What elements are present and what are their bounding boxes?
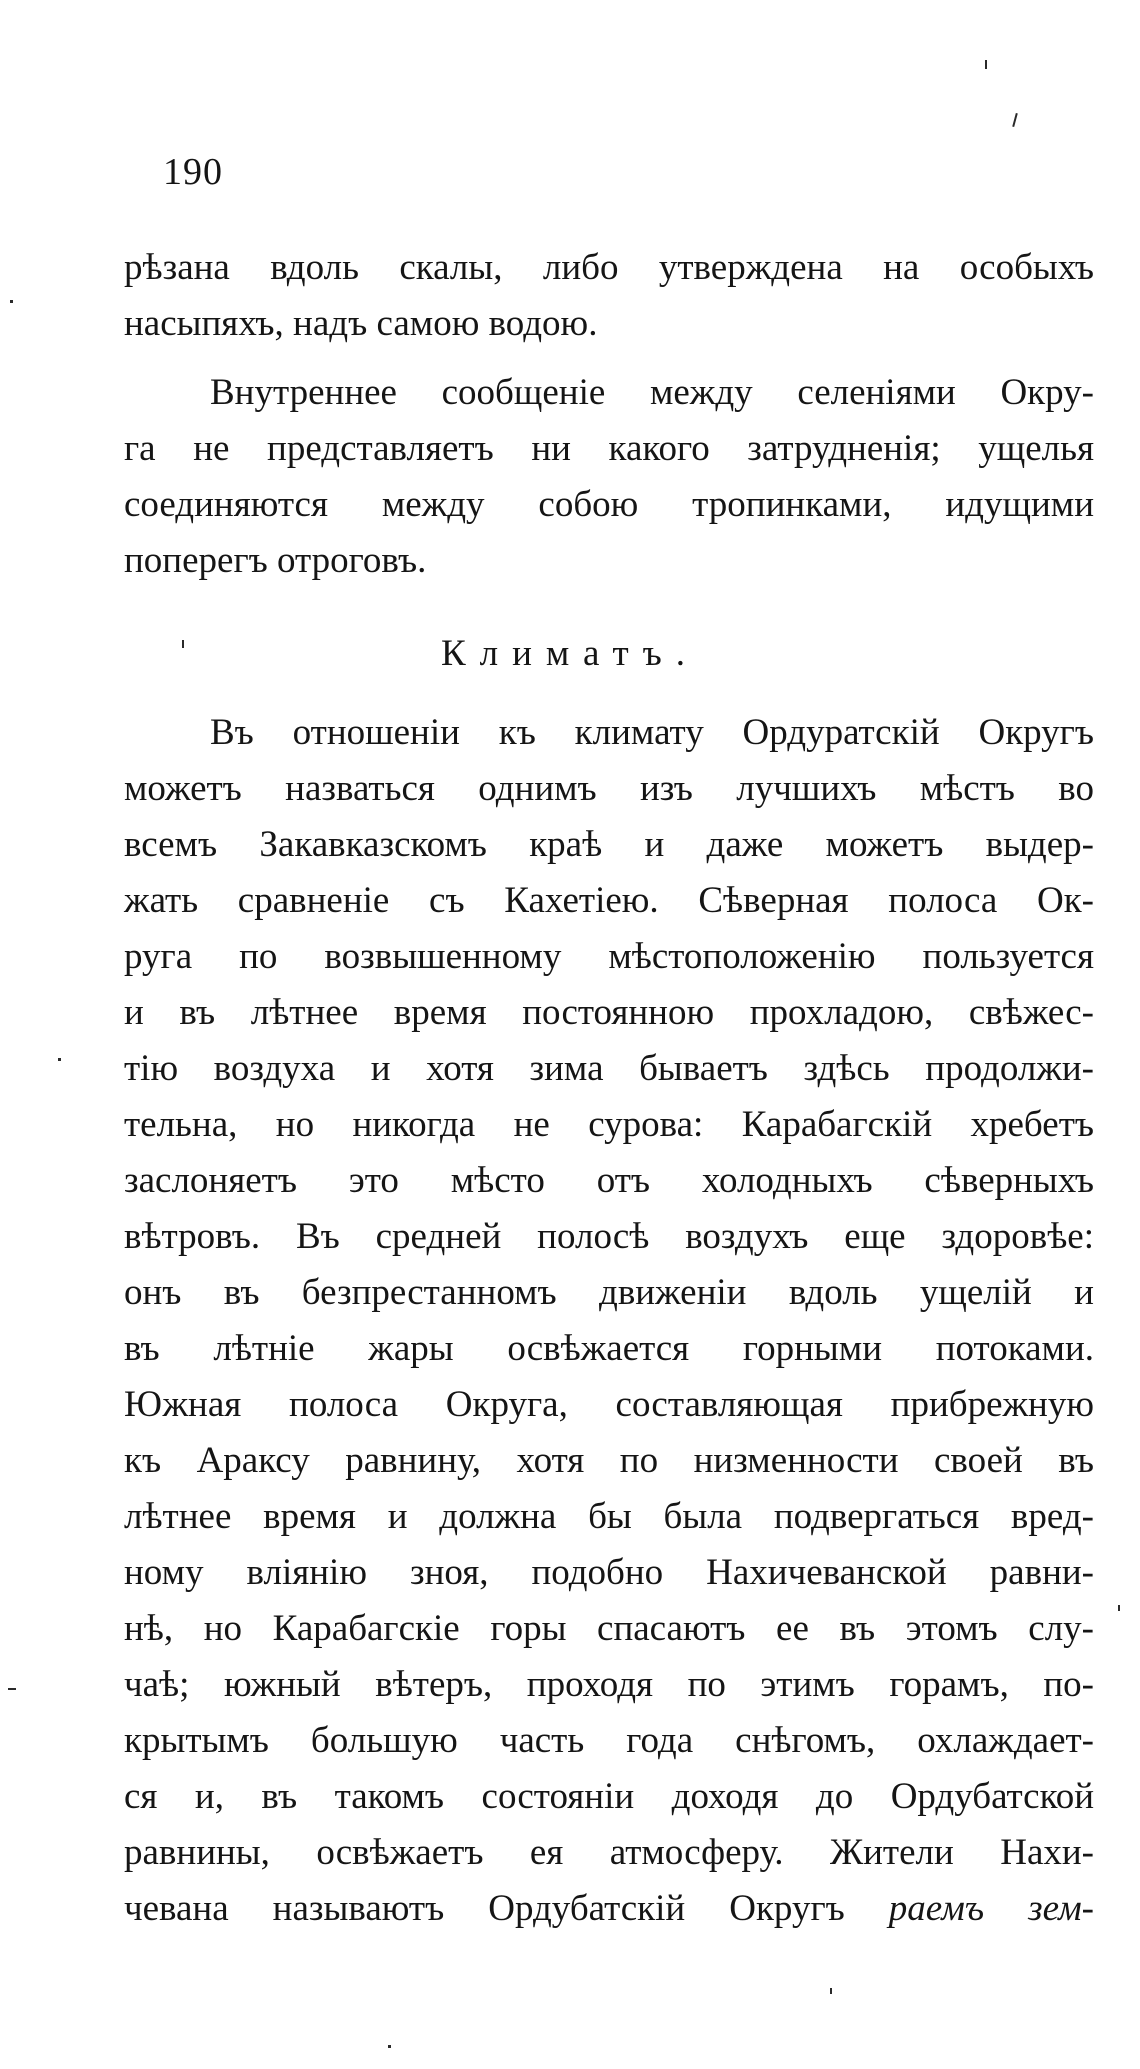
- scan-speck: [58, 1058, 61, 1061]
- scan-speck: [388, 2045, 391, 2048]
- text-line: въ лѣтніе жары освѣжается горными потоками.: [124, 1328, 1094, 1369]
- text-line: тельна, но никогда не сурова: Карабагскій хребетъ: [124, 1104, 1094, 1145]
- text-line: можетъ назваться однимъ изъ лучшихъ мѣстъ во: [124, 768, 1094, 809]
- final-line-text: чевана называютъ Ордубатскій Округъ: [124, 1888, 845, 1929]
- paragraph-2: [124, 365, 1094, 589]
- text-line: Въ отношеніи къ климату Ордуратскій Округъ: [210, 712, 1094, 753]
- text-line: тію воздуха и хотя зима бываетъ здѣсь продолжи-: [124, 1048, 1094, 1089]
- text-line: ся и, въ такомъ состояніи доходя до Ордубатской: [124, 1776, 1094, 1817]
- text-line: и въ лѣтнее время постоянною прохладою, свѣжес-: [124, 992, 1094, 1033]
- text-line: заслоняетъ это мѣсто отъ холодныхъ сѣверныхъ: [124, 1160, 1094, 1201]
- paragraph-1: [124, 240, 1094, 352]
- text-line: поперегъ отроговъ.: [124, 540, 427, 581]
- scan-speck: [830, 1988, 832, 1994]
- text-line-final: [124, 1881, 1094, 1937]
- text-line: насыпяхъ, надъ самою водою.: [124, 303, 598, 344]
- scan-speck: [10, 300, 13, 303]
- text-line: онъ въ безпрестанномъ движеніи вдоль ущелій и: [124, 1272, 1094, 1313]
- text-line: крытымъ большую часть года снѣгомъ, охлаждает-: [124, 1720, 1094, 1761]
- text-line: руга по возвышенному мѣстоположенію пользуется: [124, 936, 1094, 977]
- paragraph-3: [124, 705, 1094, 1937]
- text-line: соединяются между собою тропинками, идущими: [124, 484, 1094, 525]
- scan-speck: [1118, 1605, 1120, 1611]
- text-line: всемъ Закавказскомъ краѣ и даже можетъ выдер-: [124, 824, 1094, 865]
- text-line: къ Араксу равнину, хотя по низменности своей въ: [124, 1440, 1094, 1481]
- text-line: чаѣ; южный вѣтеръ, проходя по этимъ горамъ, по-: [124, 1664, 1094, 1705]
- text-line: Южная полоса Округа, составляющая прибрежную: [124, 1384, 1094, 1425]
- page-number: 190: [163, 151, 223, 193]
- scan-speck: [1012, 113, 1018, 127]
- text-line: га не представляетъ ни какого затрудненія; ущелья: [124, 428, 1094, 469]
- text-line: нѣ, но Карабагскіе горы спасаютъ ее въ этомъ слу-: [124, 1608, 1094, 1649]
- scan-speck: [985, 60, 987, 69]
- text-line: жать сравненіе съ Кахетіею. Сѣверная полоса Ок-: [124, 880, 1094, 921]
- text-line: рѣзана вдоль скалы, либо утверждена на особыхъ: [124, 247, 1094, 288]
- text-line: равнины, освѣжаетъ ея атмосферу. Жители Нахи-: [124, 1832, 1094, 1873]
- scan-speck: [182, 640, 184, 648]
- text-line: Внутреннее сообщеніе между селеніями Окру-: [210, 372, 1094, 413]
- section-heading: Климатъ.: [440, 633, 700, 674]
- text-line: лѣтнее время и должна бы была подвергаться вред-: [124, 1496, 1094, 1537]
- final-line-italic-text: раемъ зем-: [888, 1888, 1095, 1929]
- text-line: ному вліянію зноя, подобно Нахичеванской равни-: [124, 1552, 1094, 1593]
- scan-speck: [8, 1688, 16, 1690]
- text-line: вѣтровъ. Въ средней полосѣ воздухъ еще здоровѣе:: [124, 1216, 1094, 1257]
